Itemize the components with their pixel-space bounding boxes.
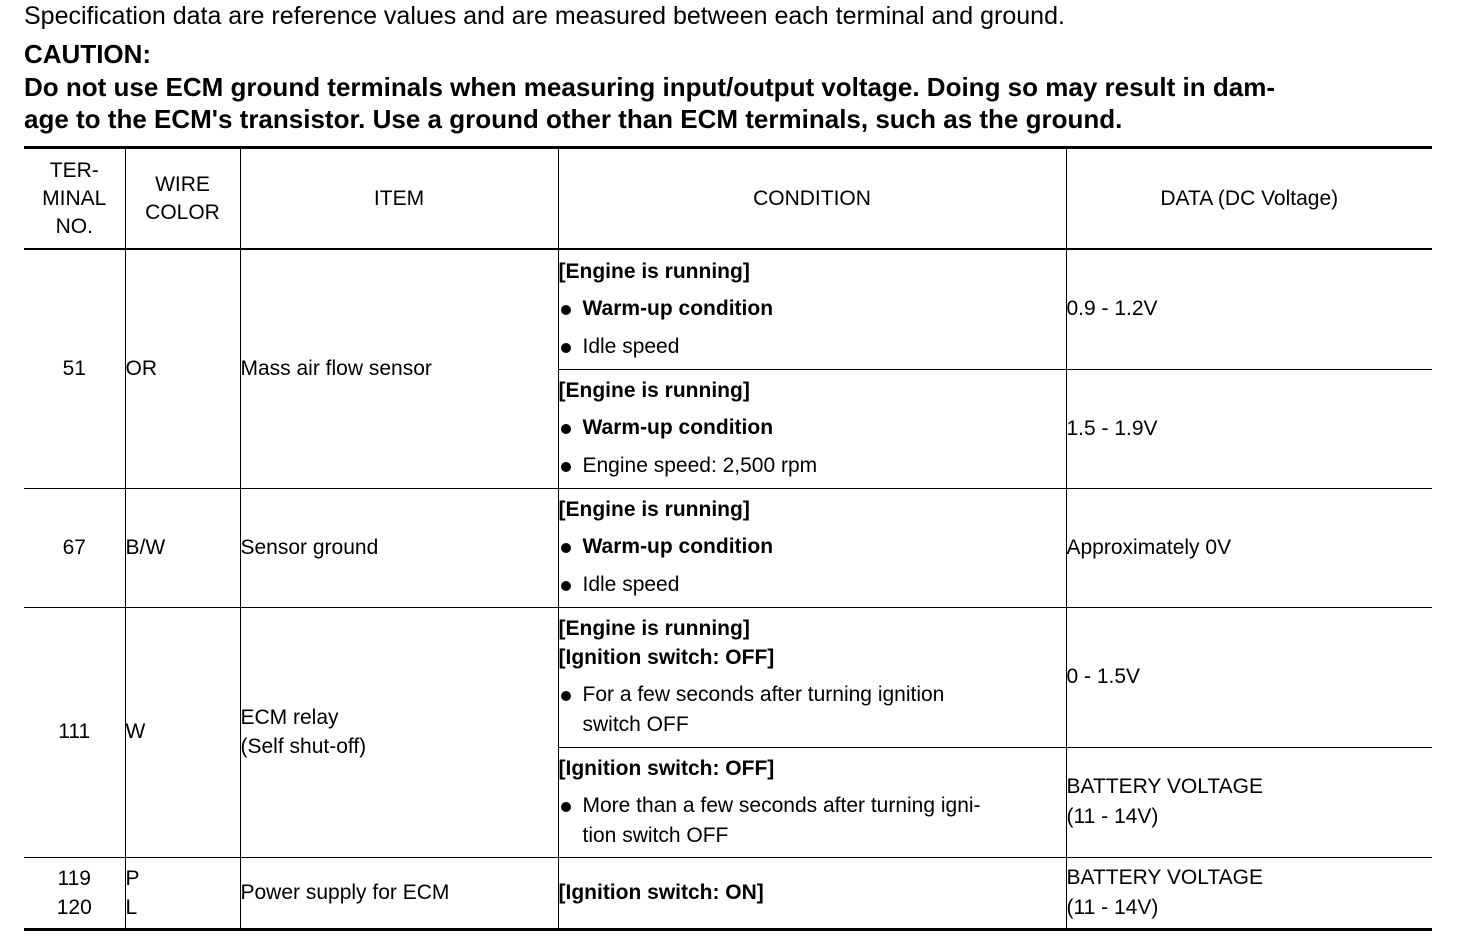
data-value: 1.5 - 1.9V	[1066, 369, 1432, 488]
terminal-spec-table	[24, 146, 1432, 931]
terminal-no: 67	[24, 488, 125, 607]
data-value	[1066, 747, 1432, 857]
condition-bullet-line: For a few seconds after turning ignition	[582, 683, 945, 706]
terminal-no-line: 119	[57, 866, 91, 890]
header-wire-line: COLOR	[145, 200, 220, 224]
header-wire-line: WIRE	[155, 172, 210, 196]
condition-bullet	[559, 791, 1066, 851]
wire-color	[125, 857, 240, 929]
data-value: Approximately 0V	[1066, 488, 1432, 607]
condition-cell	[558, 369, 1066, 488]
condition-cell	[558, 488, 1066, 607]
condition-header: [Ignition switch: OFF]	[558, 646, 775, 669]
item-name-line: (Self shut-off)	[240, 735, 367, 758]
data-value	[1066, 857, 1432, 929]
condition-bullet-line: switch OFF	[582, 713, 689, 736]
terminal-no: 111	[24, 607, 125, 857]
condition-bullet: Idle speed	[559, 570, 1066, 600]
data-value-line: (11 - 14V)	[1066, 895, 1159, 919]
caution-line-2: age to the ECM's transistor. Use a ground other than ECM terminals, such as the ground.	[24, 104, 1123, 134]
data-value: 0 - 1.5V	[1066, 607, 1432, 747]
condition-cell	[558, 747, 1066, 857]
header-data: DATA (DC Voltage)	[1066, 148, 1432, 250]
item-name-line: ECM relay	[240, 706, 339, 729]
condition-bullet: Idle speed	[559, 332, 1066, 362]
terminal-no: 51	[24, 249, 125, 488]
condition-header: [Engine is running]	[558, 379, 750, 402]
wire-color: W	[125, 607, 240, 857]
data-value-line: BATTERY VOLTAGE	[1066, 865, 1263, 889]
wire-color-line: L	[125, 895, 138, 919]
header-wire-color	[125, 148, 240, 250]
condition-bullet-line: More than a few seconds after turning igni-	[582, 793, 981, 817]
caution-text	[24, 71, 1275, 135]
condition-bullet: Warm-up condition	[559, 294, 1066, 324]
condition-header: [Ignition switch: ON]	[558, 881, 764, 904]
wire-color-line: P	[125, 866, 140, 890]
condition-bullet-line: tion switch OFF	[582, 823, 729, 847]
wire-color: OR	[125, 249, 240, 488]
item-name	[240, 607, 558, 857]
condition-header: [Ignition switch: OFF]	[558, 756, 775, 780]
header-condition: CONDITION	[558, 148, 1066, 250]
item-name: Sensor ground	[240, 488, 558, 607]
header-terminal-no	[24, 148, 125, 250]
header-terminal-line: MINAL	[42, 186, 107, 210]
table-header-row	[24, 148, 1432, 250]
condition-bullet: Engine speed: 2,500 rpm	[559, 451, 1066, 481]
condition-header: [Engine is running]	[558, 617, 750, 640]
wire-color: B/W	[125, 488, 240, 607]
table-row	[24, 249, 1432, 369]
condition-cell	[558, 857, 1066, 929]
condition-bullet	[559, 680, 1066, 740]
terminal-no	[24, 857, 125, 929]
condition-header: [Engine is running]	[558, 498, 750, 521]
intro-text: Specification data are reference values and are measured between each terminal and ground.	[24, 2, 1065, 30]
table-row	[24, 857, 1432, 929]
item-name: Power supply for ECM	[240, 857, 558, 929]
header-terminal-line: NO.	[55, 214, 93, 238]
header-item: ITEM	[240, 148, 558, 250]
condition-cell	[558, 249, 1066, 369]
item-name: Mass air flow sensor	[240, 249, 558, 488]
data-value-line: BATTERY VOLTAGE	[1066, 775, 1263, 798]
condition-bullet: Warm-up condition	[559, 413, 1066, 443]
terminal-no-line: 120	[56, 895, 92, 919]
caution-title: CAUTION:	[24, 39, 152, 69]
table-row	[24, 488, 1432, 607]
condition-cell	[558, 607, 1066, 747]
data-value: 0.9 - 1.2V	[1066, 249, 1432, 369]
condition-bullet: Warm-up condition	[559, 532, 1066, 562]
condition-header: [Engine is running]	[558, 259, 750, 283]
table-row	[24, 607, 1432, 747]
data-value-line: (11 - 14V)	[1066, 805, 1159, 828]
header-terminal-line: TER-	[49, 158, 99, 182]
caution-line-1: Do not use ECM ground terminals when measuring input/output voltage. Doing so may result in dam-	[24, 72, 1275, 102]
